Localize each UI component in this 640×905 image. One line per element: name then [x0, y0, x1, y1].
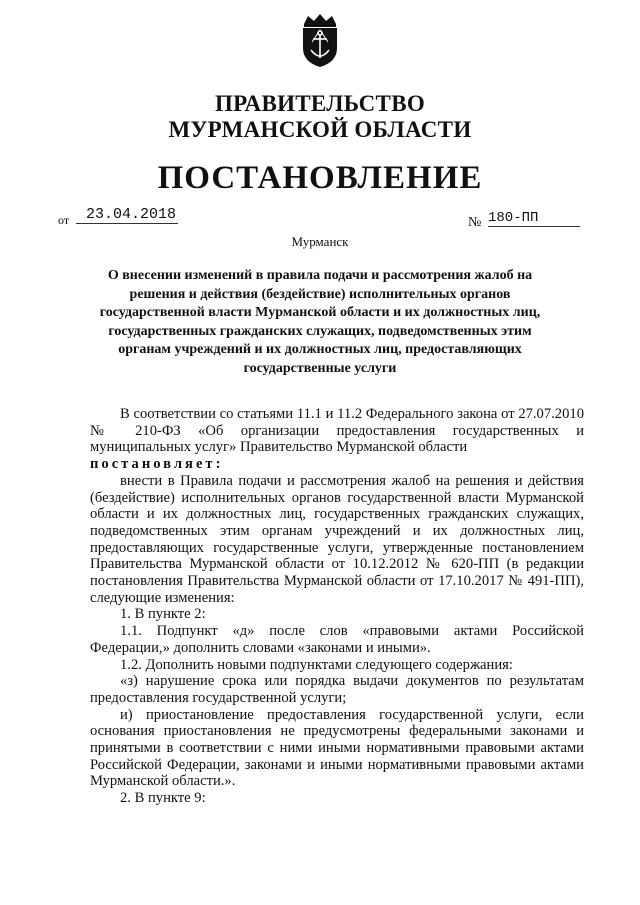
number-prefix: № — [468, 215, 482, 230]
paragraph-item-1-2: 1.2. Дополнить новыми подпунктами следующего содержания: — [120, 656, 513, 673]
subject-line: государственной власти Мурманской области и их должностных лиц, — [99, 305, 541, 320]
subject-line: О внесении изменений в правила подачи и рассмотрения жалоб на — [107, 268, 533, 283]
date-prefix: от — [58, 213, 70, 227]
coat-of-arms-icon — [298, 12, 342, 68]
paragraph-item-1-1: 1.1. Подпункт «д» после слов «правовыми актами Российской Федерации,» дополнить словами «законами и иными». — [90, 623, 584, 656]
document-body — [90, 406, 584, 807]
subject-line: органам учреждений и их должностных лиц, предоставляющих — [118, 342, 522, 357]
paragraph-subitem-z: «з) нарушение срока или порядка выдачи документов по результатам предоставления государственной услуги; — [90, 673, 584, 706]
paragraph-item-2: 2. В пункте 9: — [120, 790, 206, 807]
subject-line: государственные услуги — [243, 360, 397, 376]
document-type: ПОСТАНОВЛЕНИЕ — [157, 160, 483, 196]
paragraph-preamble: В соответствии со статьями 11.1 и 11.2 Федерального закона от 27.07.2010 № 210-ФЗ «Об организации предоставления государственных и муниципальных услуг» Правительство Мурманской области — [90, 406, 584, 456]
government-title-line2: МУРМАНСКОЙ ОБЛАСТИ — [168, 117, 472, 142]
government-title-line1: ПРАВИТЕЛЬСТВО — [214, 91, 426, 116]
subject-line: государственных гражданских служащих, подведомственных этим — [108, 323, 532, 339]
document-date: 23.04.2018 — [76, 206, 178, 224]
paragraph-subitem-i: и) приостановление предоставления государственной услуги, если основания приостановления не предусмотрены федеральными законами и принятыми в соответствии с ними иными нормативными правовыми актами Российской Федерации, законами и иными нормативными правовыми актами Мурманской области.». — [90, 706, 584, 790]
document-number: 180-ПП — [488, 210, 580, 227]
paragraph-item-1: 1. В пункте 2: — [120, 606, 206, 623]
decree-word: постановляет: — [90, 456, 224, 473]
paragraph-main: внести в Правила подачи и рассмотрения жалоб на решения и действия (бездействие) исполнительных органов государственной власти Мурманской области и их должностных лиц, государственных гражданских служащих, подведомственных этим органам учреждений и их должностных лиц, предоставляющих государственные услуги, утвержденные постановлением Правительства Мурманской области от 10.12.2012 № 620-ПП (в редакции постановления Правительства Мурманской области от 17.10.2017 № 491-ПП), следующие изменения: — [90, 472, 584, 606]
city: Мурманск — [291, 234, 349, 249]
subject-line: решения и действия (бездействие) исполнительных органов — [129, 286, 511, 302]
document-subject — [72, 267, 568, 378]
